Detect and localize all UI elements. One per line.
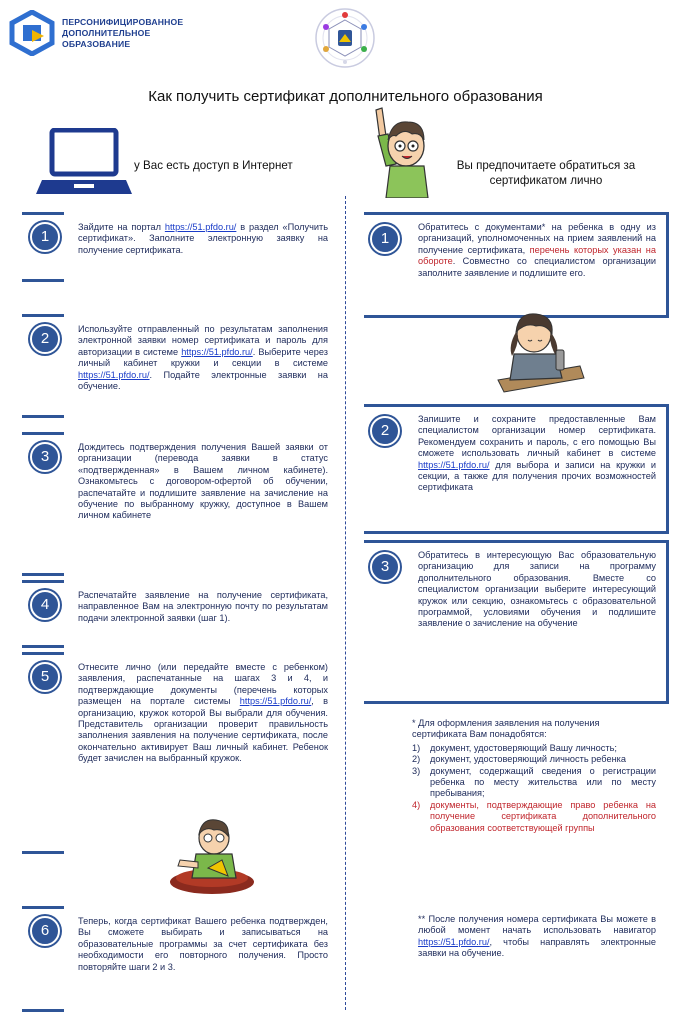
page-title: Как получить сертификат дополнительного образования [148, 88, 543, 105]
documents-item-number: 2) [412, 754, 421, 765]
pfdo-logo-icon [8, 10, 56, 56]
girl-writing-icon [490, 306, 586, 396]
left-column-heading: у Вас есть доступ в Интернет [134, 159, 293, 172]
left-step-4-number: 4 [30, 590, 60, 620]
documents-item [412, 754, 656, 765]
left-step-3-text: Дождитесь подтверждения получения Вашей заявки от организации (перевода заявки в статус «подтвержденная» в Вашем личном кабинете). Ознакомьтесь с договором-офертой об обучении, распечатайте и подлишите заявление на зачисление на обучение по выбранному кружку, доступное в Вашем личном кабинете [78, 442, 328, 521]
right-step-3-text: Обратитесь в интересующую Вас образовательную организацию для записи на программу дополнительного образования. Вместе со специалистом организации выберите интересующий кружок или секцию, ознакомьтесь с образовательной программой, условиями обучения и подлишите заявление о зачисление на обучение [418, 550, 656, 629]
column-divider [345, 196, 346, 1010]
navigator-footnote-b: , чтобы направлять электронные заявки на обучение. [418, 936, 656, 959]
emblem-icon [313, 6, 377, 70]
left-step-2-text-c: . Подайте электронные заявки на обучение. [78, 369, 328, 392]
portal-link[interactable]: https://51.pfdo.ru/ [164, 222, 237, 232]
left-step-5-number: 5 [30, 662, 60, 692]
org-name-line1: ПЕРСОНИФИЦИРОВАННОЕ [62, 17, 184, 27]
portal-link[interactable]: https://51.pfdo.ru/ [239, 696, 312, 707]
documents-item [412, 766, 656, 800]
documents-item-text: документы, подтверждающие право ребенка на получение сертификата дополнительного образования соответствующей группы [430, 799, 656, 833]
left-step-2-text-a: Используйте отправленный по результатам заполнения электронной заявки номер сертификата и пароль для авторизации в системе [78, 324, 328, 357]
documents-item-number: 1) [412, 742, 421, 753]
left-step-2-text-b: . Выберите через личный кабинет кружки и секции в системе [78, 346, 328, 369]
org-name-line3: ОБРАЗОВАНИЕ [62, 39, 131, 49]
left-step-5-text-b: , в организацию, кружок которой Вы выбрали для обучения. Представитель организации проверит правильность заполнения заявления на получение сертификата, после окончательно активирует Ваш личный кабинет. Ребенок будет зачислен на выбранный кружок. [78, 696, 328, 764]
left-step-6-number: 6 [30, 916, 60, 946]
documents-item-text: документ, содержащий сведения о регистрации ребенка по месту жительства или по месту пребывания; [430, 765, 656, 799]
left-step-1-number: 1 [30, 222, 60, 252]
right-step-1-text [418, 222, 656, 279]
navigator-footnote [418, 914, 656, 960]
documents-item-text: документ, удостоверяющий личность ребенка [430, 754, 626, 765]
left-step-5-text [78, 662, 328, 765]
documents-item [412, 743, 656, 754]
right-column-heading [438, 158, 654, 188]
left-step-6-text: Теперь, когда сертификат Вашего ребенка подтвержден, Вы сможете выбирать и записываться на образовательные программы за счет сертификата без необходимости его повторного получения. Просто повторяйте шаги 2 и 3. [78, 916, 328, 972]
documents-note-intro: * Для оформления заявления на получения сертификата Вам понадобятся: [412, 718, 600, 740]
right-step-2-number: 2 [370, 416, 400, 446]
documents-item-text: документ, удостоверяющий Вашу личность; [430, 742, 617, 753]
right-step-1-text-a: Обратитесь с документами* на ребенка в одну из организаций, уполномоченных на прием заявлений на получение сертификата, [418, 222, 656, 255]
right-step-2-text [418, 414, 656, 494]
portal-link[interactable]: https://51.pfdo.ru/ [181, 346, 253, 357]
boy-raising-hand-icon [362, 106, 442, 198]
documents-item [412, 800, 656, 834]
left-step-2-text [78, 324, 328, 392]
left-step-2-number: 2 [30, 324, 60, 354]
right-step-2-text-a: Запишите и сохраните предоставленные Вам специалистом организации номер сертификата. Рекомендуем сохранить и пароль, с его помощью Вы сможете использовать личный кабинет в системе [418, 414, 656, 459]
org-name [62, 17, 183, 50]
documents-item-number: 3) [412, 765, 421, 776]
right-step-3-number: 3 [370, 552, 400, 582]
left-step-1-text-b: в раздел «Получить сертификат». Заполните электронную заявку на получение сертификата. [78, 222, 328, 255]
navigator-link[interactable]: https://51.pfdo.ru/ [418, 936, 490, 947]
right-step-2-text-b: для выбора и записи на кружки и секции, а также для получения прочих возможностей сертификата [418, 459, 656, 493]
left-step-4-text: Распечатайте заявление на получение сертификата, направленное Вам на электронную почту по результатам подачи электронной заявки (шаг 1). [78, 590, 328, 623]
left-step-1-text [78, 222, 328, 256]
boy-drawing-icon [168, 816, 256, 898]
right-step-1-number: 1 [370, 224, 400, 254]
right-step-1-red-text: перечень которых указан на обороте [418, 244, 656, 267]
laptop-icon [36, 128, 132, 200]
left-step-3-number: 3 [30, 442, 60, 472]
documents-note [412, 718, 656, 834]
right-step-1-text-b: . Совместно со специалистом организации заполните заявление и подлишите его. [418, 256, 656, 278]
right-column-heading-line2: сертификатом лично [489, 174, 603, 187]
left-step-5-text-a: Отнесите лично (или передайте вместе с ребенком) заявления, распечатанные на шагах 3 и 4, и подтверждающие документы (перечень которых размещен на портале системы [78, 662, 328, 707]
navigator-footnote-a: ** После получения номера сертификата Вы можете в любой момент начать использовать навигатор [418, 914, 656, 936]
portal-link[interactable]: https://51.pfdo.ru/ [418, 459, 490, 470]
portal-link[interactable]: https://51.pfdo.ru/ [78, 369, 150, 380]
documents-item-number: 4) [412, 799, 421, 810]
org-name-line2: ДОПОЛНИТЕЛЬНОЕ [62, 28, 151, 38]
left-step-1-text-a: Зайдите на портал [78, 222, 165, 232]
right-column-heading-line1: Вы предпочитаете обратиться за [456, 159, 636, 172]
